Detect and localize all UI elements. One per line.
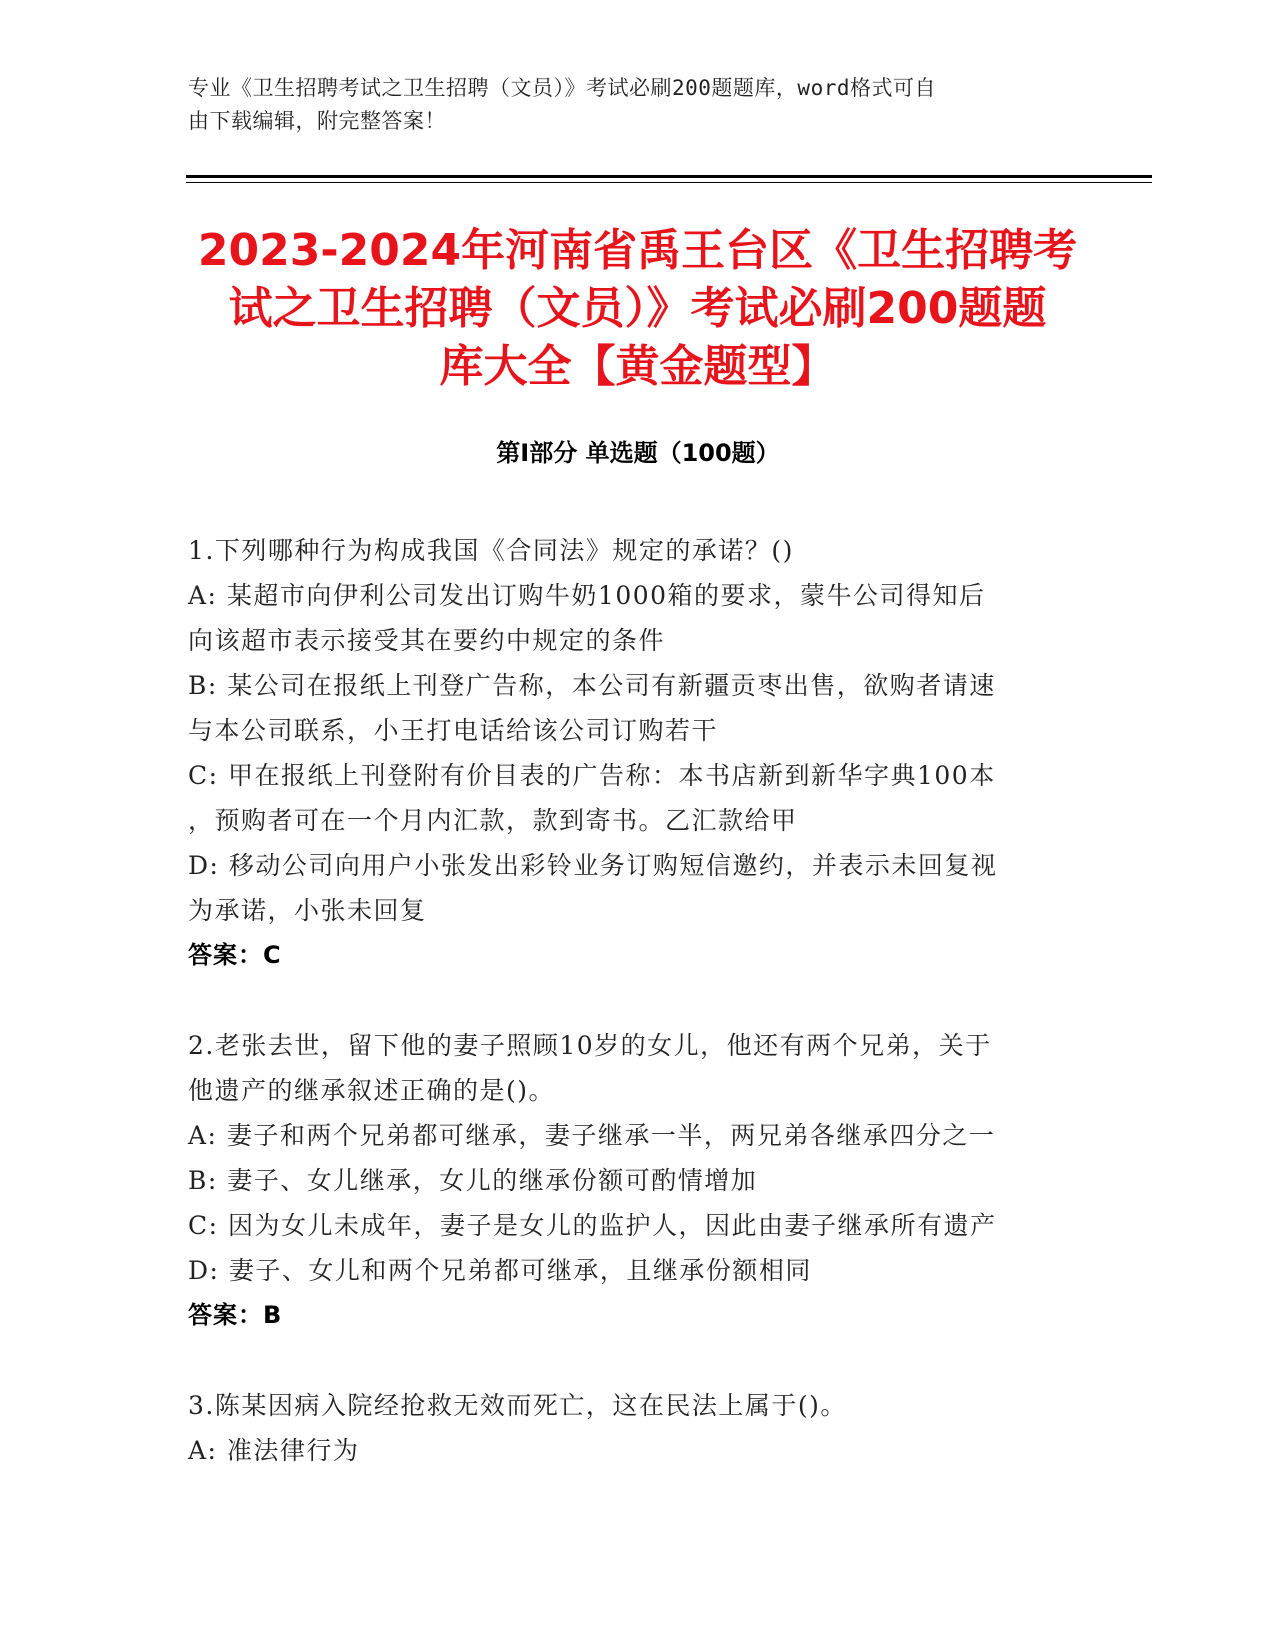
option-text: 与本公司联系，小王打电话给该公司订购若干 [188, 716, 719, 745]
answer-label: 答案：B [188, 1301, 283, 1329]
question-stem: 他遗产的继承叙述正确的是()。 [188, 1076, 556, 1105]
option-text: A: 某超市向伊利公司发出订购牛奶1000箱的要求，蒙牛公司得知后 [188, 581, 986, 610]
option-a [188, 573, 1068, 663]
option-b [188, 1158, 1068, 1203]
option-text: D: 妻子、女儿和两个兄弟都可继承，且继承份额相同 [188, 1256, 812, 1285]
option-c [188, 753, 1068, 843]
option-text: 向该超市表示接受其在要约中规定的条件 [188, 626, 666, 655]
option-text: A: 准法律行为 [188, 1436, 360, 1465]
option-d [188, 843, 1068, 933]
header-note-line: 由下载编辑，附完整答案！ [188, 109, 446, 133]
section-heading: 第Ⅰ部分 单选题（100题） [496, 439, 780, 467]
option-text: 为承诺，小张未回复 [188, 896, 427, 925]
title-line: 库大全【黄金题型】 [439, 341, 836, 392]
option-text: ，预购者可在一个月内汇款，款到寄书。乙汇款给甲 [188, 806, 798, 835]
option-b [188, 663, 1068, 753]
question-1 [188, 528, 1068, 978]
option-a [188, 1113, 1068, 1158]
question-stem: 2.老张去世，留下他的妻子照顾10岁的女儿，他还有两个兄弟，关于 [188, 1031, 992, 1060]
question-list [188, 528, 1068, 1518]
option-text: B: 某公司在报纸上刊登广告称，本公司有新疆贡枣出售，欲购者请速 [188, 671, 996, 700]
option-text: B: 妻子、女儿继承，女儿的继承份额可酌情增加 [188, 1166, 758, 1195]
document-title [160, 222, 1115, 396]
question-2 [188, 1023, 1068, 1338]
answer-label: 答案：C [188, 941, 282, 969]
header-rule-thin [186, 182, 1152, 183]
option-text: C: 因为女儿未成年，妻子是女儿的监护人，因此由妻子继承所有遗产 [188, 1211, 997, 1240]
option-text: C: 甲在报纸上刊登附有价目表的广告称：本书店新到新华字典100本 [188, 761, 996, 790]
question-stem: 1.下列哪种行为构成我国《合同法》规定的承诺？() [188, 536, 794, 565]
header-note-line: 专业《卫生招聘考试之卫生招聘（文员）》考试必刷200题题库，word格式可自 [188, 76, 936, 100]
header-rule-thick [186, 175, 1152, 178]
option-c [188, 1203, 1068, 1248]
title-line: 试之卫生招聘（文员）》考试必刷200题题 [228, 283, 1047, 334]
question-stem: 3.陈某因病入院经抢救无效而死亡，这在民法上属于()。 [188, 1391, 847, 1420]
option-text: A: 妻子和两个兄弟都可继承，妻子继承一半，两兄弟各继承四分之一 [188, 1121, 996, 1150]
question-3 [188, 1383, 1068, 1473]
option-d [188, 1248, 1068, 1293]
title-line: 2023-2024年河南省禹王台区《卫生招聘考 [197, 225, 1078, 276]
header-note [188, 72, 1068, 138]
option-a [188, 1428, 1068, 1473]
option-text: D: 移动公司向用户小张发出彩铃业务订购短信邀约，并表示未回复视 [188, 851, 998, 880]
